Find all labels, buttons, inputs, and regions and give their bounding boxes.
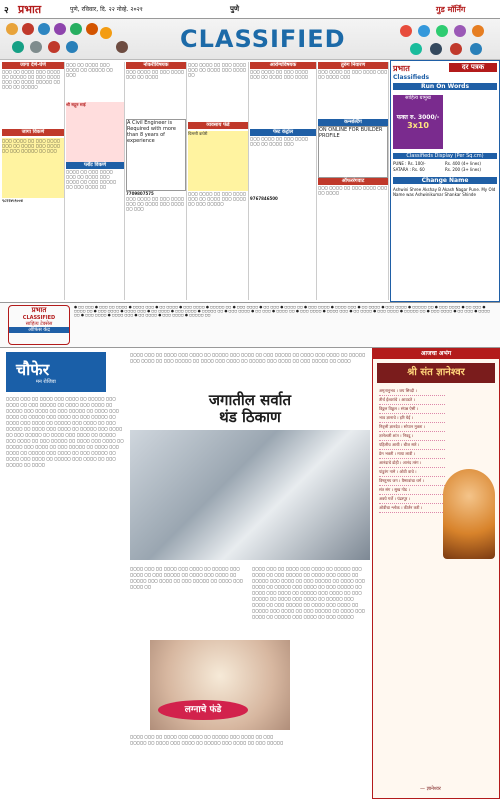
section-heading: प्लॉट विकणे — [66, 162, 124, 169]
run-on-words: Run On Words — [393, 83, 497, 90]
verse-line: अमृतानुभव । जय सिध्दी । — [379, 387, 445, 396]
car-icon — [418, 25, 430, 37]
education-icon — [470, 43, 482, 55]
oval-text: लग्नाचे फंडे — [184, 705, 222, 715]
wedding-icon — [454, 25, 466, 37]
education-icon — [66, 41, 78, 53]
abhang-panel — [372, 348, 500, 799]
feature-intro: ◻◻◻◻ ◻◻◻ ◻◻ ◻◻◻◻ ◻◻◻ ◻◻◻◻ ◻◻ ◻◻◻◻◻ ◻◻◻ ◻◻◻◻ ◻◻ ◻◻◻ ◻◻◻◻◻ ◻◻ ◻◻◻◻ ◻◻◻ ◻◻◻◻ ◻◻ ◻◻◻◻◻ ◻◻◻ ◻◻◻◻ ◻◻ ◻◻◻ ◻◻◻◻◻ ◻◻ ◻◻◻◻ ◻◻◻ ◻◻◻◻ ◻◻ ◻◻◻◻◻ ◻◻◻ ◻◻◻◻ ◻◻ ◻◻◻ ◻◻◻◻◻ ◻◻ ◻◻◻◻ — [130, 352, 366, 363]
plot-icon — [12, 41, 24, 53]
headline-line-2: थंड ठिकाण — [219, 408, 281, 426]
verse-line: पहिलीच आधी । बीज सारे । — [379, 441, 445, 450]
verse-line: संत संग । सुख गोड । — [379, 486, 445, 495]
edition-name: गुड मॉर्निंग — [436, 5, 466, 14]
verse-line: प्रेम भक्ती । माया लावी । — [379, 450, 445, 459]
chaupher-sub: मन रोजिवा — [36, 379, 56, 385]
verse-line: तीर्थ ईश्वरांचे । आवडते । — [379, 396, 445, 405]
office-icon — [30, 41, 42, 53]
newspaper-logo: प्रभात — [18, 3, 42, 16]
consulting-ad: ON ONLINE FOR BUILDER PROFILE — [318, 126, 388, 178]
feature-article-col2: ◻◻◻◻ ◻◻◻ ◻◻ ◻◻◻◻ ◻◻◻ ◻◻◻◻ ◻◻ ◻◻◻◻◻ ◻◻◻ ◻◻◻◻ ◻◻ ◻◻◻ ◻◻◻◻◻ ◻◻ ◻◻◻◻ ◻◻◻ ◻◻◻◻ ◻◻ ◻◻◻◻◻ ◻◻◻ ◻◻◻◻ ◻◻ ◻◻◻ ◻◻◻◻◻ ◻◻ ◻◻◻◻ ◻◻◻ ◻◻◻◻ ◻◻ — [130, 566, 244, 589]
ad-highlight: श्री सद्गुरु साई — [66, 102, 124, 162]
rate-row: Rs. 400 (4+ lines) — [445, 161, 481, 166]
verse-line: निवृत्ती ज्ञानदेव । सोपान मुक्ता । — [379, 423, 445, 432]
feature-article-col4: ◻◻◻◻ ◻◻◻ ◻◻ ◻◻◻◻ ◻◻◻ ◻◻◻◻ ◻◻ ◻◻◻◻◻ ◻◻◻ ◻◻◻◻ ◻◻ ◻◻◻ ◻◻◻◻◻ ◻◻ ◻◻◻◻ ◻◻◻ ◻◻◻◻ ◻◻ ◻◻◻◻◻ ◻◻◻ ◻◻◻◻ ◻◻ ◻◻◻ ◻◻◻◻◻ — [130, 734, 284, 745]
section-heading: कन्सल्टिंग — [318, 119, 388, 126]
section-heading: आरोग्यविषयक — [250, 62, 316, 69]
car-icon — [22, 23, 34, 35]
scheme-price: फक्त रु. 3000/- — [396, 114, 440, 121]
office-icon — [430, 43, 442, 55]
masthead — [0, 0, 500, 19]
rate-card — [390, 60, 500, 302]
house-icon — [400, 25, 412, 37]
ticker-logo — [8, 305, 70, 345]
display-heading: Classifieds Display (Per Sq.cm) — [393, 153, 497, 159]
shop-icon — [472, 25, 484, 37]
scheme-pack: 3x10 — [407, 121, 429, 130]
issue-date: पुणे, रविवार, दि. २२ नोव्हे. २०२१ — [70, 6, 143, 13]
chaupher-badge — [6, 352, 106, 392]
panel-heading: आजचा अभंग — [373, 349, 499, 359]
verse-line: विठ्ठल विठ्ठल । संपन्न ऐसी । — [379, 405, 445, 414]
job-icon — [436, 25, 448, 37]
medical-icon — [450, 43, 462, 55]
classified-column-5: आरोग्यविषयक ◻◻◻ ◻◻◻◻ ◻◻ ◻◻◻ ◻◻◻◻ ◻◻◻ ◻◻ ◻◻◻◻ ◻◻◻ ◻◻◻◻ पेस्ट कंट्रोल ◻◻◻ ◻◻◻◻ ◻◻ ◻◻◻ ◻◻◻◻ ◻◻◻ ◻◻ ◻◻◻◻ ◻◻◻ 9767846500 — [250, 62, 317, 300]
classified-column-1: जागा देणे-घेणे ◻◻◻ ◻◻ ◻◻◻◻ ◻◻◻ ◻◻◻◻ ◻◻ ◻◻◻◻◻ ◻◻ ◻◻◻ ◻◻◻◻ ◻◻◻ ◻◻ ◻◻◻◻ ◻◻◻◻◻ ◻◻ ◻◻◻ ◻◻ ◻◻◻◻◻ जागा विकणे ◻◻◻ ◻◻◻◻ ◻◻ ◻◻◻ ◻◻◻◻ ◻◻◻ ◻◻ ◻◻◻◻ ◻◻◻ ◻◻◻◻ ◻◻ ◻◻◻ ◻◻◻◻◻ ◻◻ ◻◻◻ ९८२२४५९००४ — [2, 62, 65, 300]
saint-name: श्री संत ज्ञानेश्वर — [377, 363, 495, 383]
rate-title: दर पत्रक — [449, 63, 497, 72]
verse-line: ज्ञानेश्वरी शांत । निवडू । — [379, 432, 445, 441]
chaupher-title: चौफेर — [16, 360, 50, 379]
classified-column-4: ◻◻◻ ◻◻◻◻ ◻◻ ◻◻◻ ◻◻◻◻ ◻◻◻ ◻◻ ◻◻◻◻ ◻◻◻ ◻◻◻◻ ◻◻ व्यवसाय फंडे चिमणी वाघेरी ◻◻◻ ◻◻◻◻ ◻◻ ◻◻◻ ◻◻◻◻ ◻◻◻ ◻◻ ◻◻◻◻ ◻◻◻ ◻◻◻◻ ◻◻ ◻◻◻ ◻◻◻◻◻ — [188, 62, 249, 300]
classified-column-3: नोकरीविषयक ◻◻◻ ◻◻◻◻ ◻◻ ◻◻◻ ◻◻◻◻ ◻◻◻ ◻◻ ◻◻◻◻ A Civil Engineer is Required with more than 8 years of experience 7709807575 ◻◻◻ ◻◻◻◻ ◻◻ ◻◻◻ ◻◻◻◻ ◻◻◻ ◻◻ ◻◻◻◻ ◻◻◻ ◻◻◻◻ ◻◻ ◻◻◻ — [126, 62, 187, 300]
verse-line: भाव ज्ञानाचे । हरि घेई । — [379, 414, 445, 423]
medical-icon — [48, 41, 60, 53]
change-name-text: Ashwini Shree Akshay B Akash Nagar Pune. My Old Name was Ashwinikumar Shankar Shinde — [393, 187, 496, 197]
verse-line: पांडुरंग नामे । ओवी वाचे । — [379, 468, 445, 477]
verse-line: ओवीचा श्लोक । कीर्तन करी । — [379, 504, 445, 513]
section-heading: व्यवसाय फंडे — [188, 122, 248, 129]
edition-city: पुणे — [230, 5, 240, 13]
job-icon — [38, 23, 50, 35]
rate-row: SATARA : Rs. 60 — [393, 167, 425, 172]
classified-title: CLASSIFIED — [180, 25, 346, 53]
section-heading: पेस्ट कंट्रोल — [250, 129, 316, 136]
shop-icon — [70, 23, 82, 35]
classified-banner — [0, 19, 500, 60]
section-heading: जागा विकणे — [2, 129, 64, 136]
classified-column-6: तुरुंग निवारण ◻◻◻ ◻◻◻◻ ◻◻ ◻◻◻ ◻◻◻◻ ◻◻◻ ◻◻ ◻◻◻◻ ◻◻◻ कन्सल्टिंग ON ONLINE FOR BUILDER PROFILE ऑफररंगवाट ◻◻◻ ◻◻◻◻ ◻◻ ◻◻◻ ◻◻◻◻ ◻◻◻ ◻◻ ◻◻◻◻ — [318, 62, 389, 300]
finance-icon — [116, 41, 128, 53]
feature-article-col3: ◻◻◻◻ ◻◻◻ ◻◻ ◻◻◻◻ ◻◻◻ ◻◻◻◻ ◻◻ ◻◻◻◻◻ ◻◻◻ ◻◻◻◻ ◻◻ ◻◻◻ ◻◻◻◻◻ ◻◻ ◻◻◻◻ ◻◻◻ ◻◻◻◻ ◻◻ ◻◻◻◻◻ ◻◻◻ ◻◻◻◻ ◻◻ ◻◻◻ ◻◻◻◻◻ ◻◻ ◻◻◻◻ ◻◻◻ ◻◻◻◻ ◻◻ ◻◻◻◻◻ ◻◻◻ ◻◻◻◻ ◻◻ ◻◻◻ ◻◻◻◻◻ ◻◻ ◻◻◻◻ ◻◻◻ ◻◻◻◻ ◻◻ ◻◻◻◻◻ ◻◻◻ ◻◻◻◻ ◻◻ ◻◻◻ ◻◻◻◻◻ ◻◻ ◻◻◻◻ ◻◻◻ ◻◻◻◻ ◻◻ ◻◻◻◻◻ ◻◻◻ ◻◻◻◻ ◻◻ ◻◻◻ ◻◻◻◻◻ ◻◻ ◻◻◻◻ ◻◻◻ ◻◻◻◻ ◻◻ ◻◻◻◻◻ ◻◻◻ ◻◻◻◻ ◻◻ ◻◻◻ ◻◻◻◻◻ ◻◻ ◻◻◻◻ ◻◻◻ ◻◻◻◻ ◻◻ ◻◻◻◻◻ ◻◻◻ ◻◻◻◻ ◻◻ ◻◻◻ ◻◻◻◻◻ — [252, 566, 366, 619]
ticker-title: CLASSIFIED — [22, 315, 56, 321]
job-ad-text: A Civil Engineer is Required with more than 8 years of experience — [126, 119, 186, 191]
rate-row: PUNE : Rs. 100/- — [393, 161, 426, 166]
business-ad: चिमणी वाघेरी — [188, 131, 248, 191]
section-heading: नोकरीविषयक — [126, 62, 186, 69]
contact-phone: 9767846500 — [250, 196, 278, 201]
rate-subtitle: Classifieds — [393, 74, 430, 81]
saint-illustration — [443, 469, 495, 559]
verse-list — [379, 387, 445, 513]
page-number: २ — [4, 6, 9, 16]
classified-ticker: प्रभात CLASSIFIED साहित्य टेक्सेस ऑफिस केंद्र ● ◻◻ ◻◻◻ ● ◻◻◻ ◻◻ ◻◻◻◻ ● ◻◻◻◻ ◻◻◻ ● ◻◻ ◻◻◻◻ ● ◻◻◻ ◻◻◻◻ ● ◻◻◻◻◻ ◻◻ ● ◻◻◻ ◻◻◻◻ ● ◻◻ ◻◻◻ ● ◻◻◻◻ ◻◻ ● ◻◻◻ ◻◻◻◻ ● ◻◻◻◻ ◻◻◻ ● ◻◻ ◻◻◻◻ ● ◻◻◻ ◻◻◻◻ ● ◻◻◻◻◻ ◻◻ ● ◻◻◻ ◻◻◻◻ ● ◻◻ ◻◻◻ ● ◻◻◻◻ ◻◻ ● ◻◻◻ ◻◻◻◻ ● ◻◻◻◻ ◻◻◻ ● ◻◻ ◻◻◻◻ ● ◻◻◻ ◻◻◻◻ ● ◻◻◻◻◻ ◻◻ ● ◻◻◻ ◻◻◻◻ ● ◻◻ ◻◻◻ ● ◻◻◻◻ ◻◻ ● ◻◻◻ ◻◻◻◻ ● ◻◻◻◻ ◻◻◻ ● ◻◻ ◻◻◻◻ ● ◻◻◻ ◻◻◻◻ ● ◻◻◻◻◻ ◻◻ ● ◻◻◻ ◻◻◻◻ ● ◻◻ ◻◻◻ ● ◻◻◻◻ ◻◻ ● ◻◻◻ ◻◻◻◻ ● ◻◻◻◻ ◻◻◻ ● ◻◻ ◻◻◻◻ ● ◻◻◻ ◻◻◻◻ ● ◻◻◻◻◻ ◻◻ — [0, 302, 500, 348]
classified-column-2: ◻◻◻ ◻◻ ◻◻◻◻ ◻◻◻ ◻◻◻◻ ◻◻ ◻◻◻◻◻ ◻◻ ◻◻◻ श्री सद्गुरु साई प्लॉट विकणे ◻◻◻◻ ◻◻ ◻◻◻ ◻◻◻◻ ◻◻◻ ◻◻ ◻◻◻◻ ◻◻◻ ◻◻◻◻ ◻◻ ◻◻◻ ◻◻◻◻◻ ◻◻ ◻◻◻ ◻◻◻◻ ◻◻ — [66, 62, 125, 300]
plot-icon — [410, 43, 422, 55]
wedding-icon — [54, 23, 66, 35]
feature-photo-cold-place — [130, 430, 370, 560]
job-ad-phone: 7709807575 — [126, 191, 154, 196]
house-icon — [6, 23, 18, 35]
panel-signature: — ज्ञानेश्वर — [420, 786, 441, 792]
ticker-sub: साहित्य टेक्सेस — [25, 321, 53, 327]
wedding-tips-label — [158, 700, 248, 720]
ticker-kend: ऑफिस केंद्र — [9, 327, 69, 333]
section-heading: तुरुंग निवारण — [318, 62, 388, 69]
verse-line: विष्णुमय जग । वैष्णवांचा धर्म । — [379, 477, 445, 486]
ticker-brand: प्रभात — [31, 306, 47, 314]
change-name-heading: Change Name — [393, 177, 497, 184]
contact-phone: ९८२२४५९००४ — [2, 198, 23, 203]
rate-brand: प्रभात — [393, 64, 410, 73]
bike-icon — [86, 23, 98, 35]
verse-line: आनंदाचे डोही । आनंद तरंग । — [379, 459, 445, 468]
section-heading: जागा देणे-घेणे — [2, 62, 64, 69]
scheme-box — [393, 95, 443, 149]
rate-row: Rs. 200 (3+ lines) — [445, 167, 481, 172]
verse-line: अवघे गर्जे । पंढरपूर । — [379, 495, 445, 504]
section-heading: ऑफररंगवाट — [318, 178, 388, 185]
feature-article-col1: ◻◻◻◻ ◻◻◻ ◻◻ ◻◻◻◻ ◻◻◻ ◻◻◻◻ ◻◻ ◻◻◻◻◻ ◻◻◻ ◻◻◻◻ ◻◻ ◻◻◻ ◻◻◻◻◻ ◻◻ ◻◻◻◻ ◻◻◻ ◻◻◻◻ ◻◻ ◻◻◻◻◻ ◻◻◻ ◻◻◻◻ ◻◻ ◻◻◻ ◻◻◻◻◻ ◻◻ ◻◻◻◻ ◻◻◻ ◻◻◻◻ ◻◻ ◻◻◻◻◻ ◻◻◻ ◻◻◻◻ ◻◻ ◻◻◻ ◻◻◻◻◻ ◻◻ ◻◻◻◻ ◻◻◻ ◻◻◻◻ ◻◻ ◻◻◻◻◻ ◻◻◻ ◻◻◻◻ ◻◻ ◻◻◻ ◻◻◻◻◻ ◻◻ ◻◻◻◻ ◻◻◻ ◻◻◻◻ ◻◻ ◻◻◻◻◻ ◻◻◻ ◻◻◻◻ ◻◻ ◻◻◻ ◻◻◻◻◻ ◻◻ ◻◻◻◻ ◻◻◻ ◻◻◻◻ ◻◻ ◻◻◻◻◻ ◻◻◻ ◻◻◻◻ ◻◻ ◻◻◻ ◻◻◻◻◻ ◻◻ ◻◻◻◻ ◻◻◻ ◻◻◻◻ ◻◻ ◻◻◻◻◻ ◻◻◻ ◻◻◻◻ ◻◻ ◻◻◻ ◻◻◻◻◻ ◻◻ ◻◻◻◻ ◻◻◻ ◻◻◻◻ ◻◻ ◻◻◻◻◻ ◻◻◻ ◻◻◻◻ ◻◻ ◻◻◻ ◻◻◻◻◻ ◻◻ ◻◻◻◻ ◻◻◻ ◻◻◻◻ ◻◻ ◻◻◻◻◻ ◻◻◻ ◻◻◻◻ ◻◻ ◻◻◻ ◻◻◻◻◻ ◻◻ ◻◻◻◻ — [6, 396, 124, 467]
travel-icon — [100, 27, 112, 39]
scheme-name: साहित्य ग्रामुख — [405, 95, 431, 101]
headline-line-1: जगातील सर्वात — [208, 391, 292, 409]
feature-headline — [140, 392, 360, 426]
